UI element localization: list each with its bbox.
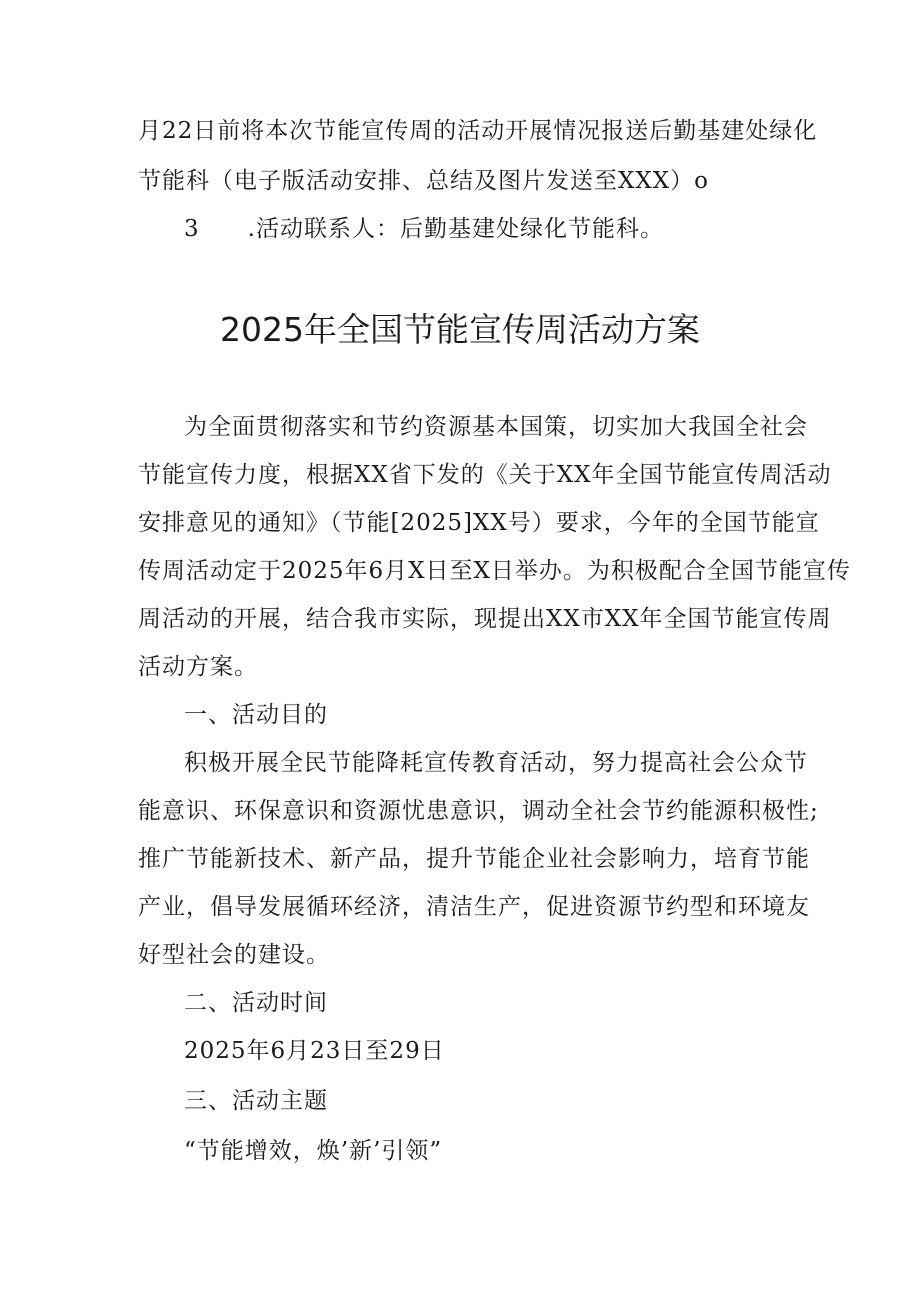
intro-line-1: 为全面贯彻落实和节约资源基本国策，切实加大我国全社会 [184,414,808,440]
section1-line-5: 好型社会的建设。 [138,942,330,968]
text-line-top-3: 3 .活动联系人：后勤基建处绿化节能科。 [184,216,664,242]
section1-line-3: 推广节能新技术、新产品，提升节能企业社会影响力，培育节能 [138,846,810,872]
intro-line-4: 传周活动定于2025年6月X日至X日举办。为积极配合全国节能宣传 [138,558,851,584]
section1-heading: 一、活动目的 [184,702,328,728]
section1-line-1: 积极开展全民节能降耗宣传教育活动，努力提高社会公众节 [184,750,808,776]
document-title: 2025年全国节能宣传周活动方案 [220,310,700,349]
text-line-top-1: 月22日前将本次节能宣传周的活动开展情况报送后勤基建处绿化 [138,118,818,144]
intro-line-6: 活动方案。 [138,654,258,680]
section3-heading: 三、活动主题 [184,1088,328,1114]
text-line-top-2: 节能科（电子版活动安排、总结及图片发送至XXX）o [138,168,709,194]
section1-line-2: 能意识、环保意识和资源忧患意识，调动全社会节约能源积极性; [138,798,819,824]
section1-line-4: 产业，倡导发展循环经济，清洁生产，促进资源节约型和环境友 [138,894,810,920]
section3-text: “节能增效，焕’新’引领” [184,1138,443,1164]
intro-line-3: 安排意见的通知》（节能[2025]XX号）要求，今年的全国节能宣 [138,510,820,536]
intro-line-2: 节能宣传力度，根据XX省下发的《关于XX年全国节能宣传周活动 [138,462,832,488]
section2-heading: 二、活动时间 [184,990,328,1016]
section2-text: 2025年6月23日至29日 [184,1038,445,1064]
intro-line-5: 周活动的开展，结合我市实际，现提出XX市XX年全国节能宣传周 [138,606,832,632]
